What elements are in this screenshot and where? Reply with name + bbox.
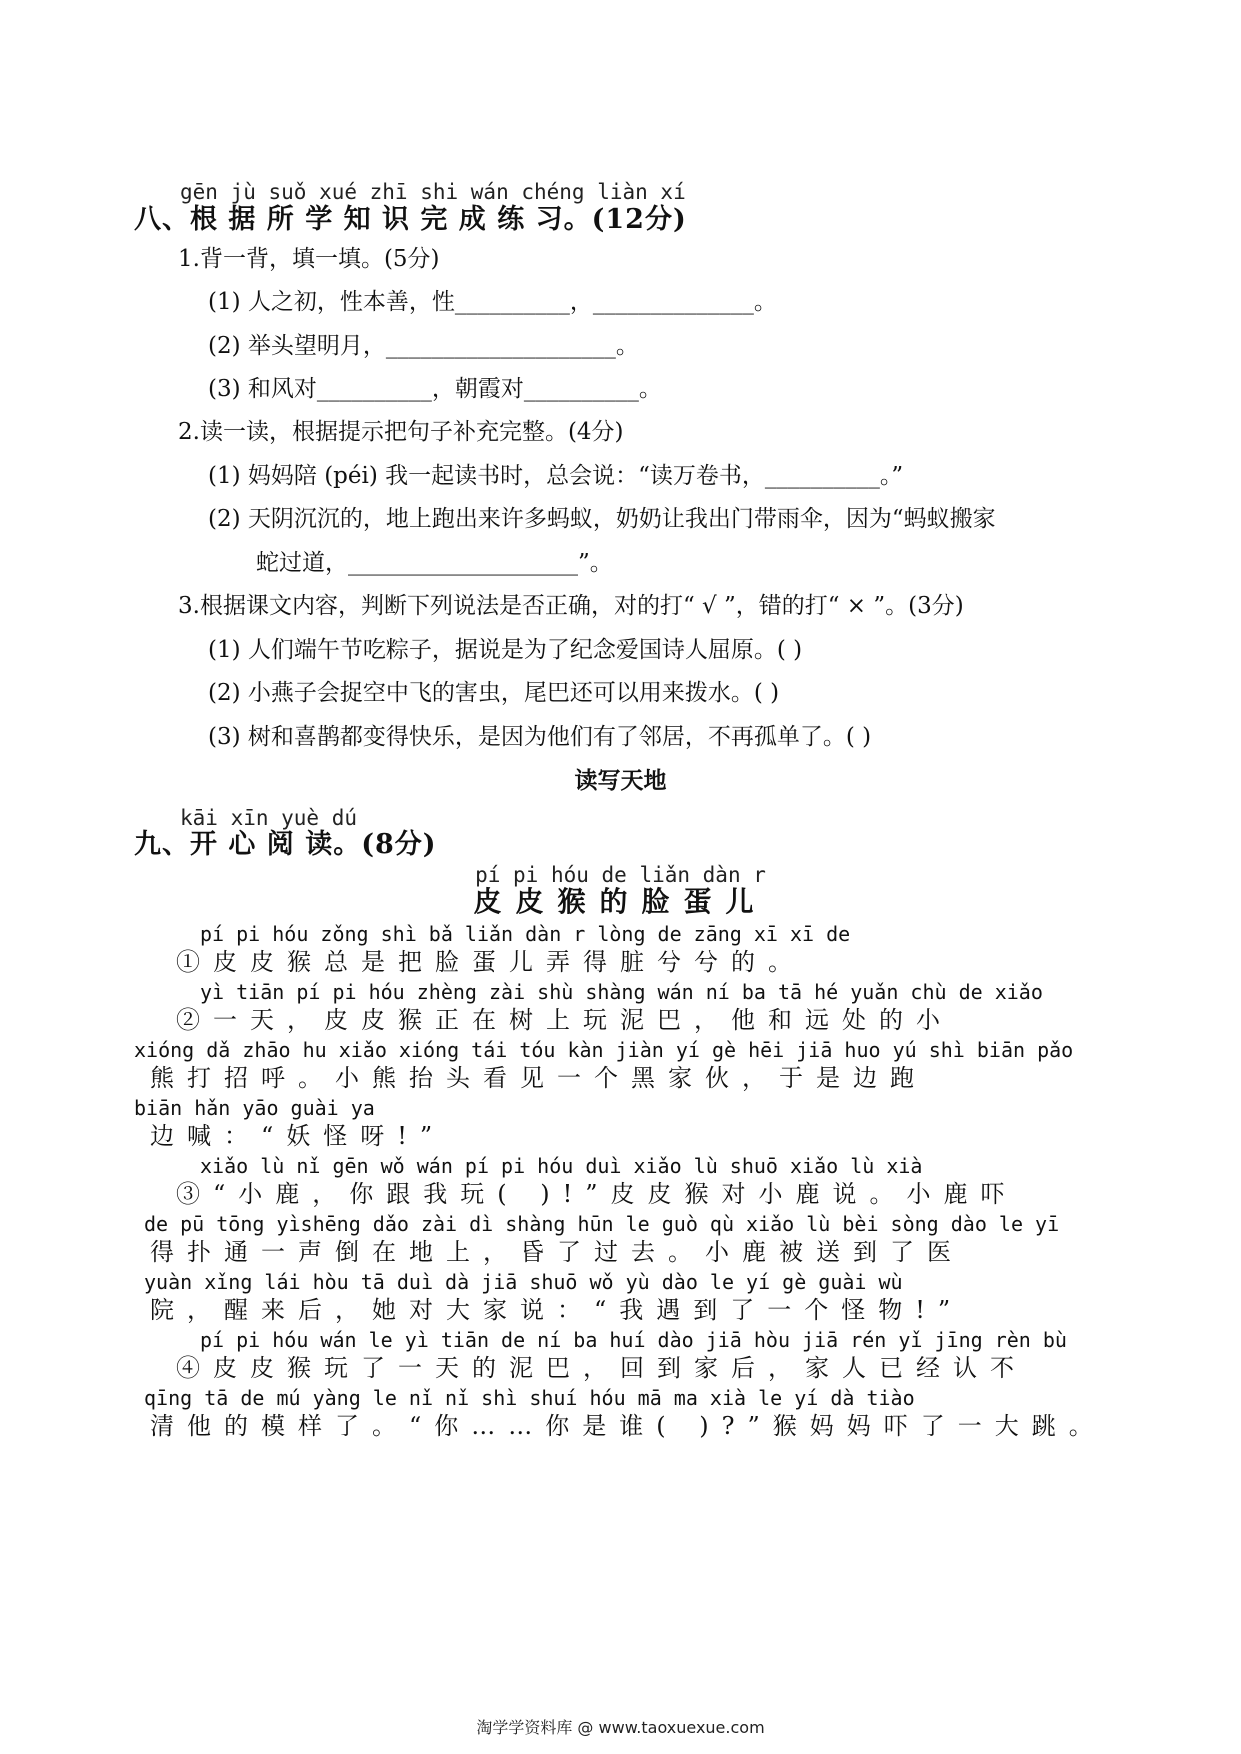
- footer-watermark: 淘学学资料库 @ www.taoxuexue.com: [476, 1718, 765, 1737]
- q3-heading: 3.根据课文内容，判断下列说法是否正确，对的打“ √ ”，错的打“ × ”。(3分): [178, 593, 964, 619]
- story-line-text: 边喊：“妖怪呀!”: [150, 1122, 446, 1150]
- q2-item-2-cont: 蛇过道，____________________”。: [256, 550, 613, 576]
- story-line-pinyin: pí pi hóu zǒng shì bǎ liǎn dàn r lòng de zāng xī xī de: [200, 922, 851, 946]
- story-line-pinyin: biān hǎn yāo guài ya: [134, 1096, 375, 1120]
- story-title: 皮皮猴的脸蛋儿: [473, 885, 768, 918]
- story-line-text: 得扑通一声倒在地上，昏了过去。小鹿被送到了医: [150, 1238, 964, 1266]
- q2-heading: 2.读一读，根据提示把句子补充完整。(4分): [178, 419, 624, 445]
- story-line-pinyin: yuàn xǐng lái hòu tā duì dà jiā shuō wǒ yù dào le yí gè guài wù: [144, 1270, 903, 1294]
- story-line-pinyin: yì tiān pí pi hóu zhèng zài shù shàng wán ní ba tā hé yuǎn chù de xiǎo: [200, 980, 1043, 1004]
- story-line-text: ①皮皮猴总是把脸蛋儿弄得脏兮兮的。: [176, 948, 805, 976]
- story-line-text: ③“小鹿，你跟我玩( )!”皮皮猴对小鹿说。小鹿吓: [176, 1180, 1018, 1208]
- section8-title: 八、根 据 所 学 知 识 完 成 练 习。(12分): [134, 204, 687, 235]
- section9-title: 九、开 心 阅 读。(8分): [134, 829, 437, 860]
- story-line-text: 熊打招呼。小熊抬头看见一个黑家伙，于是边跑: [150, 1064, 927, 1092]
- q1-item-3: (3) 和风对__________，朝霞对__________。: [208, 376, 662, 402]
- story-line-pinyin: xiǎo lù nǐ gēn wǒ wán pí pi hóu duì xiǎo lù shuō xiǎo lù xià: [200, 1154, 923, 1178]
- q1-heading: 1.背一背，填一填。(5分): [178, 246, 440, 272]
- q3-item-3: (3) 树和喜鹊都变得快乐，是因为他们有了邻居，不再孤单了。( ): [208, 724, 872, 750]
- story-line-text: ②一天，皮皮猴正在树上玩泥巴，他和远处的小: [176, 1006, 953, 1034]
- story-line-pinyin: qīng tā de mú yàng le nǐ nǐ shì shuí hóu mā ma xià le yí dà tiào: [144, 1386, 915, 1410]
- story-line-text: 院，醒来后，她对大家说：“我遇到了一个怪物!”: [150, 1296, 964, 1324]
- section8-pinyin: gēn jù suǒ xué zhī shi wán chéng liàn xí: [180, 180, 686, 204]
- q3-item-2: (2) 小燕子会捉空中飞的害虫，尾巴还可以用来拨水。( ): [208, 680, 780, 706]
- q2-item-1: (1) 妈妈陪 (péi) 我一起读书时，总会说：“读万卷书，__________。”: [208, 463, 904, 489]
- q3-item-1: (1) 人们端午节吃粽子，据说是为了纪念爱国诗人屈原。( ): [208, 637, 803, 663]
- story-line-pinyin: pí pi hóu wán le yì tiān de ní ba huí dào jiā hòu jiā rén yǐ jīng rèn bù: [200, 1328, 1067, 1352]
- q1-item-2: (2) 举头望明月，____________________。: [208, 333, 639, 359]
- section9-pinyin: kāi xīn yuè dú: [180, 806, 358, 830]
- q1-item-1: (1) 人之初，性本善，性__________，______________。: [208, 289, 777, 315]
- section-label: 读写天地: [574, 768, 667, 794]
- story-line-text: ④皮皮猴玩了一天的泥巴，回到家后，家人已经认不: [176, 1354, 1027, 1382]
- story-line-pinyin: xióng dǎ zhāo hu xiǎo xióng tái tóu kàn jiàn yí gè hēi jiā huo yú shì biān pǎo: [134, 1038, 1074, 1062]
- q2-item-2: (2) 天阴沉沉的，地上跑出来许多蚂蚁，奶奶让我出门带雨伞，因为“蚂蚁搬家: [208, 506, 996, 532]
- story-title-pinyin: pí pi hóu de liǎn dàn r: [475, 863, 766, 887]
- story-line-text: 清他的模样了。“你……你是谁( )?”猴妈妈吓了一大跳。: [150, 1412, 1106, 1440]
- story-line-pinyin: de pū tōng yìshēng dǎo zài dì shàng hūn le guò qù xiǎo lù bèi sòng dào le yī: [144, 1212, 1060, 1236]
